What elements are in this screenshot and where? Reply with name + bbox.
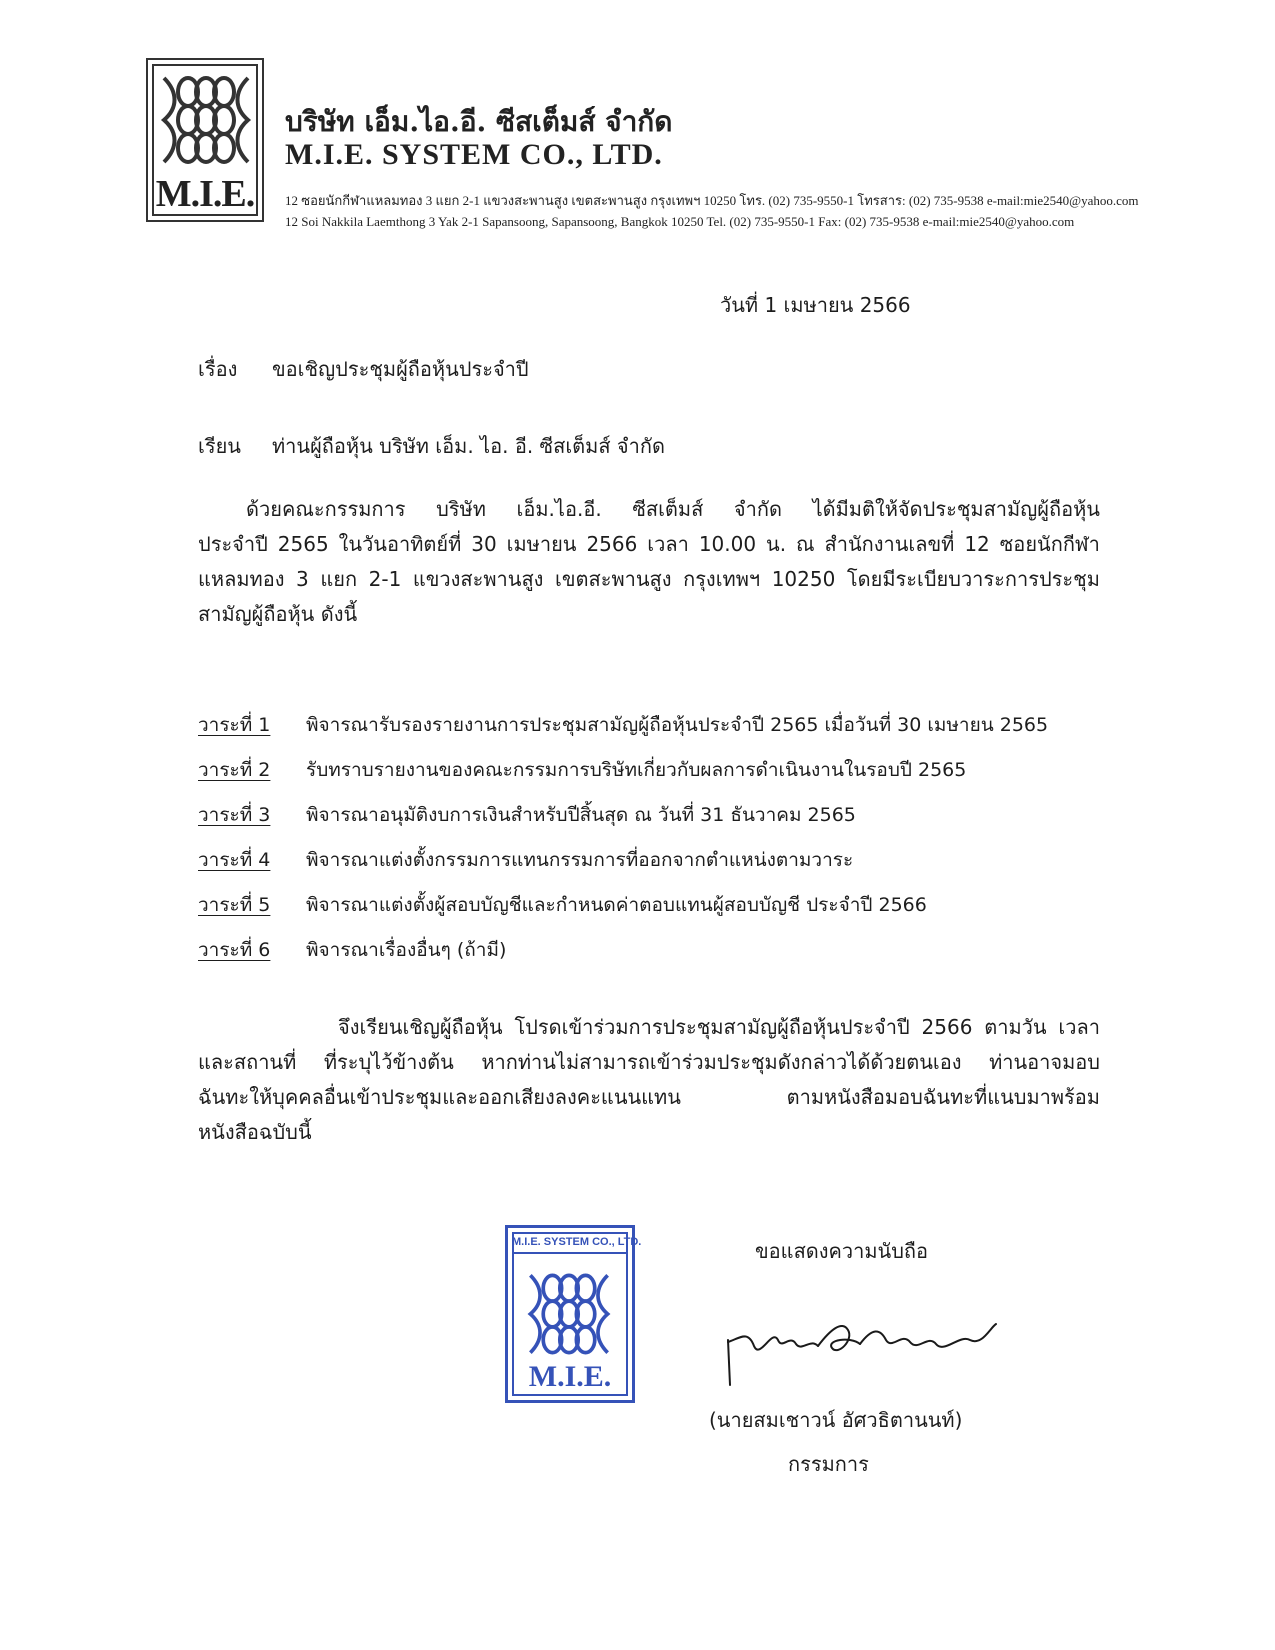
signer-title: กรรมการ: [788, 1452, 869, 1476]
agenda-text: พิจารณาเรื่องอื่นๆ (ถ้ามี): [306, 938, 507, 961]
agenda-text: พิจารณาแต่งตั้งกรรมการแทนกรรมการที่ออกจากตำแหน่งตามวาระ: [306, 848, 854, 871]
closing-paragraph: [198, 1010, 1100, 1150]
letter-date: วันที่ 1 เมษายน 2566: [720, 293, 911, 317]
agenda-text: พิจารณาแต่งตั้งผู้สอบบัญชีและกำหนดค่าตอบแทนผู้สอบบัญชี ประจำปี 2566: [306, 893, 927, 916]
agenda-list: [198, 702, 1098, 972]
agenda-item: [198, 792, 1098, 837]
agenda-text: พิจารณารับรองรายงานการประชุมสามัญผู้ถือหุ้นประจำปี 2565 เมื่อวันที่ 30 เมษายน 2565: [306, 713, 1049, 736]
agenda-number: วาระที่ 3: [198, 803, 271, 826]
signer-name: (นายสมเชาวน์ อัศวธิตานนท์): [709, 1408, 963, 1432]
agenda-item: [198, 882, 1098, 927]
intro-line: แหลมทอง 3 แยก 2-1 แขวงสะพานสูง เขตสะพานสูง กรุงเทพฯ 10250 โดยมีระเบียบวาระการประชุม: [198, 567, 1100, 591]
company-name-th: บริษัท เอ็ม.ไอ.อี. ซีสเต็มส์ จำกัด: [285, 105, 673, 138]
agenda-number: วาระที่ 1: [198, 713, 271, 736]
agenda-item: [198, 702, 1098, 747]
recipient-text: ท่านผู้ถือหุ้น บริษัท เอ็ม. ไอ. อี. ซีสเต็มส์ จำกัด: [272, 434, 665, 458]
stamp-company-text: M.I.E. SYSTEM CO., LTD.: [512, 1236, 628, 1254]
closing-line: และสถานที่ ที่ระบุไว้ข้างต้น หากท่านไม่สามารถเข้าร่วมประชุมดังกล่าวได้ด้วยตนเอง ท่านอาจมอบ: [198, 1050, 1100, 1074]
logo-knot-icon: [156, 70, 256, 170]
company-logo: [146, 58, 264, 222]
agenda-item: [198, 927, 1098, 972]
agenda-number: วาระที่ 4: [198, 848, 271, 871]
intro-line: สามัญผู้ถือหุ้น ดังนี้: [198, 602, 358, 626]
closing-line: จึงเรียนเชิญผู้ถือหุ้น โปรดเข้าร่วมการประชุมสามัญผู้ถือหุ้นประจำปี 2566 ตามวัน เวลา: [338, 1015, 1100, 1039]
intro-paragraph: [198, 492, 1100, 632]
subject-text: ขอเชิญประชุมผู้ถือหุ้นประจำปี: [272, 357, 529, 381]
agenda-number: วาระที่ 5: [198, 893, 271, 916]
agenda-text: พิจารณาอนุมัติงบการเงินสำหรับปีสิ้นสุด ณ วันที่ 31 ธันวาคม 2565: [306, 803, 856, 826]
address-en: 12 Soi Nakkila Laemthong 3 Yak 2-1 Sapansoong, Sapansoong, Bangkok 10250 Tel. (02) 735-9550-1 Fax: (02) 735-9538 e-mail:mie2540@yahoo.com: [285, 214, 1075, 229]
agenda-item: [198, 837, 1098, 882]
address-th: 12 ซอยนักกีฬาแหลมทอง 3 แยก 2-1 แขวงสะพานสูง เขตสะพานสูง กรุงเทพฯ 10250 โทร. (02) 735-9550-1 โทรสาร: (02) 735-9538 e-mail:mie2540@yahoo.com: [285, 193, 1139, 208]
logo-text: M.I.E.: [155, 173, 255, 215]
agenda-number: วาระที่ 6: [198, 938, 271, 961]
intro-line: ด้วยคณะกรรมการ บริษัท เอ็ม.ไอ.อี. ซีสเต็มส์ จำกัด ได้มีมติให้จัดประชุมสามัญผู้ถือหุ้น: [246, 497, 1100, 521]
agenda-number: วาระที่ 2: [198, 758, 271, 781]
handwritten-signature: [720, 1300, 1020, 1390]
agenda-item: [198, 747, 1098, 792]
closing-line: ฉันทะให้บุคคลอื่นเข้าประชุมและออกเสียงลงคะแนนแทน ตามหนังสือมอบฉันทะที่แนบมาพร้อม: [198, 1085, 1100, 1109]
company-stamp: [505, 1225, 642, 1403]
stamp-knot-icon: [522, 1268, 616, 1360]
stamp-mark-text: M.I.E.: [528, 1360, 612, 1393]
intro-line: ประจำปี 2565 ในวันอาทิตย์ที่ 30 เมษายน 2566 เวลา 10.00 น. ณ สำนักงานเลขที่ 12 ซอยนักกีฬา: [198, 532, 1100, 556]
agenda-text: รับทราบรายงานของคณะกรรมการบริษัทเกี่ยวกับผลการดำเนินงานในรอบปี 2565: [306, 758, 967, 781]
subject-label: เรื่อง: [198, 357, 238, 381]
recipient-label: เรียน: [198, 434, 241, 458]
regards-text: ขอแสดงความนับถือ: [755, 1239, 929, 1263]
closing-line: หนังสือฉบับนี้: [198, 1120, 312, 1144]
company-name-en: M.I.E. SYSTEM CO., LTD.: [285, 138, 663, 171]
